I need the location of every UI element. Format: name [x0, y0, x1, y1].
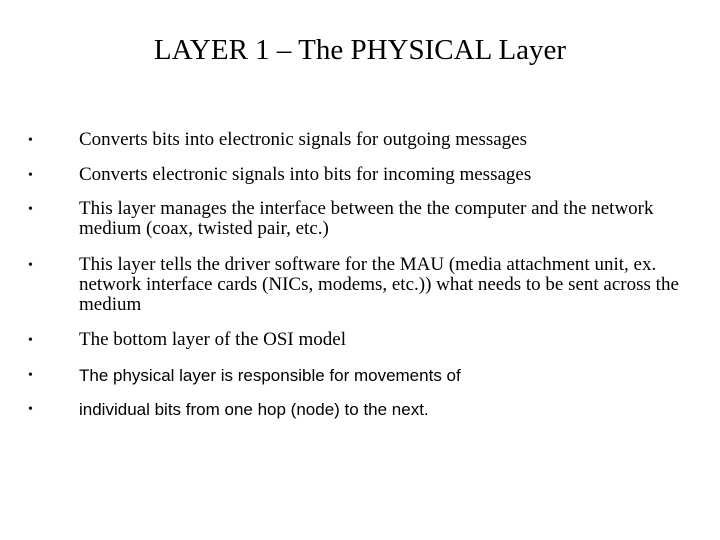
bullet-icon: • [28, 133, 33, 148]
bullet-text: individual bits from one hop (node) to the next. [79, 400, 429, 419]
bullet-list [28, 0, 688, 540]
bullet-text: The physical layer is responsible for movements of [79, 366, 461, 385]
slide-title: LAYER 1 – The PHYSICAL Layer [153, 34, 567, 66]
bullet-text: The bottom layer of the OSI model [79, 329, 346, 350]
bullet-text: Converts bits into electronic signals for outgoing messages [79, 129, 528, 150]
bullet-icon: • [28, 333, 33, 348]
bullet-text: This layer tells the driver software for the MAU (media attachment unit, ex. network interface cards (NICs, modems, etc.)) what needs to be sent across the medium [79, 254, 679, 315]
bullet-icon: • [28, 168, 33, 183]
bullet-icon: • [28, 402, 33, 417]
bullet-text: Converts electronic signals into bits for incoming messages [79, 164, 532, 185]
bullet-icon: • [28, 202, 33, 217]
bullet-icon: • [28, 368, 33, 383]
bullet-text: This layer manages the interface between the the computer and the network medium (coax, twisted pair, etc.) [79, 198, 654, 239]
bullet-icon: • [28, 258, 33, 273]
